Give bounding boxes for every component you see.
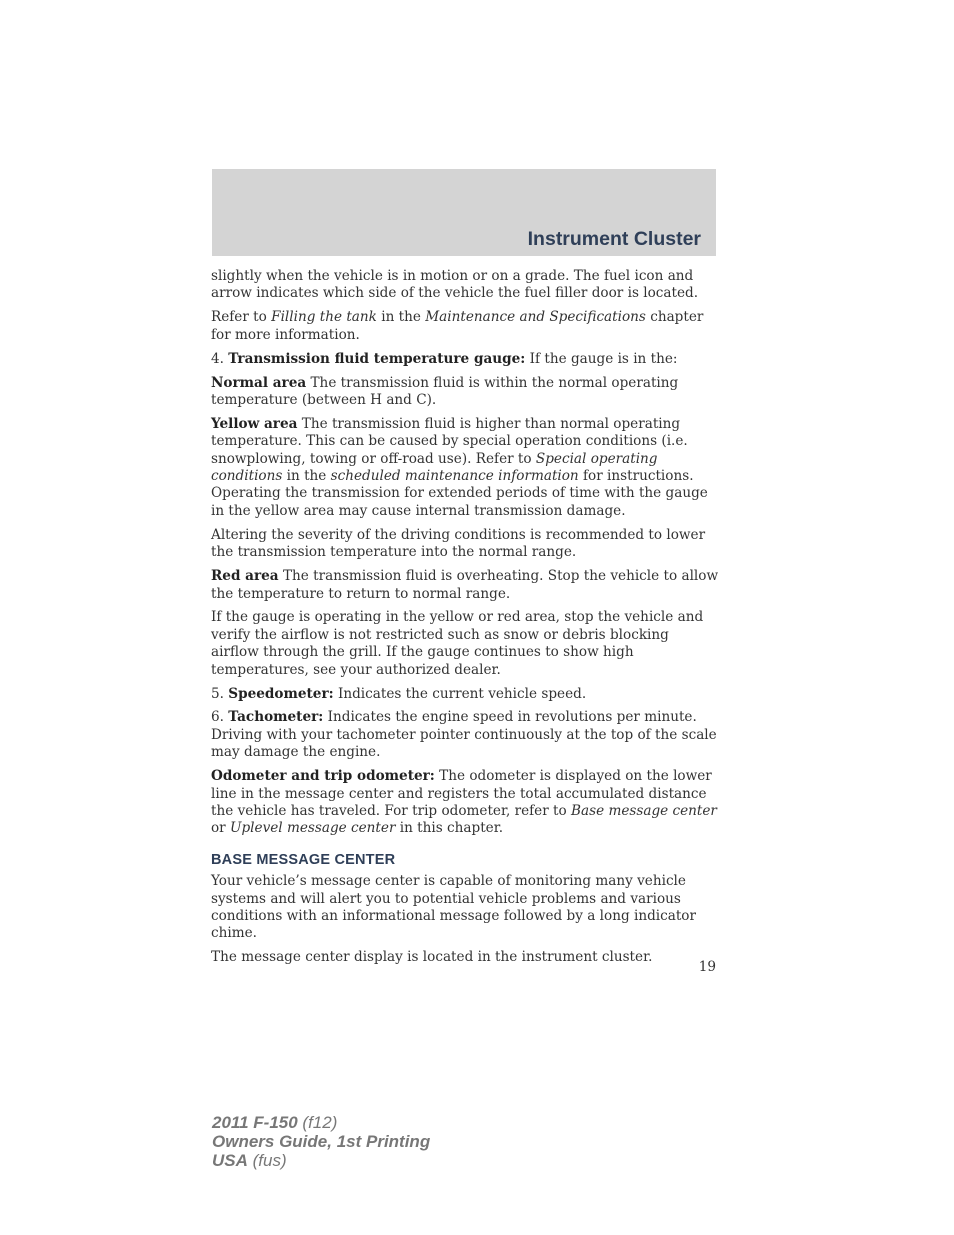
term-label: Red area	[211, 568, 279, 585]
page-number: 19	[698, 959, 716, 975]
paragraph-refer-filling: Refer to Filling the tank in the Maintenance and Specifications chapter for more information.	[211, 309, 704, 343]
ref-scheduled-maintenance: scheduled maintenance information	[330, 468, 579, 485]
footer-line-model: 2011 F-150 (f12)	[212, 1113, 338, 1132]
paragraph-normal-area: Normal area The transmission fluid is within the normal operating temperature (between H and C).	[211, 374, 679, 408]
paragraph-yellow-area: Yellow area The transmission fluid is higher than normal operating temperature. This can be caused by special operation conditions (i.e. snowplowing, towing or off-road use). Refer to Special operating conditions in the scheduled maintenance information for instructions. Operating the transmission for extended periods of time with the gauge in the yellow area may cause internal transmission damage.	[211, 415, 708, 519]
footer-line-market: USA (fus)	[212, 1151, 287, 1170]
chapter-title: Instrument Cluster	[527, 228, 701, 250]
paragraph-altering: Altering the severity of the driving conditions is recommended to lower the transmission temperature into the normal range.	[211, 526, 706, 561]
footer-edition	[212, 1113, 430, 1170]
item-tachometer: 6. Tachometer: Indicates the engine speed in revolutions per minute. Driving with your tachometer pointer continuously at the top of the scale may damage the engine.	[211, 709, 717, 761]
ref-filling-the-tank: Filling the tank	[271, 309, 377, 326]
paragraph-gauge-operating: If the gauge is operating in the yellow or red area, stop the vehicle and verify the airflow is not restricted such as snow or debris blocking airflow through the grill. If the gauge continues to show high temperatures, see your authorized dealer.	[211, 609, 704, 678]
footer-line-guide: Owners Guide, 1st Printing	[212, 1132, 431, 1151]
item-speedometer: 5. Speedometer: Indicates the current vehicle speed.	[211, 685, 587, 702]
item-label: Speedometer:	[228, 685, 334, 702]
body-text	[211, 268, 719, 973]
section-heading: BASE MESSAGE CENTER	[211, 851, 396, 868]
paragraph-message-center-location: The message center display is located in the instrument cluster.	[211, 949, 653, 966]
paragraph-fuel-icon: slightly when the vehicle is in motion or on a grade. The fuel icon and arrow indicates which side of the vehicle the fuel filler door is located.	[211, 268, 699, 302]
ref-base-message-center: Base message center	[571, 802, 717, 819]
item-label: Transmission fluid temperature gauge:	[228, 350, 526, 367]
ref-maintenance-chapter: Maintenance and Specifications	[425, 309, 646, 326]
paragraph-odometer: Odometer and trip odometer: The odometer is displayed on the lower line in the message center and registers the total accumulated distance the vehicle has traveled. For trip odometer, refer to Base message center or Uplevel message center in this chapter.	[211, 768, 717, 837]
ref-uplevel-message-center: Uplevel message center	[230, 820, 396, 837]
chapter-header-band	[212, 169, 716, 256]
term-label: Yellow area	[211, 415, 298, 432]
term-label: Normal area	[211, 374, 307, 391]
item-transmission-gauge: 4. Transmission fluid temperature gauge: If the gauge is in the:	[211, 350, 678, 367]
item-label: Tachometer:	[228, 709, 324, 726]
paragraph-red-area: Red area The transmission fluid is overheating. Stop the vehicle to allow the temperature to return to normal range.	[211, 568, 719, 602]
paragraph-message-center: Your vehicle’s message center is capable of monitoring many vehicle systems and will alert you to potential vehicle problems and various conditions with an informational message followed by a long indicator chime.	[211, 873, 696, 942]
term-label: Odometer and trip odometer:	[211, 768, 435, 785]
ref-special-operating-conditions: Special operating conditions	[211, 450, 658, 485]
